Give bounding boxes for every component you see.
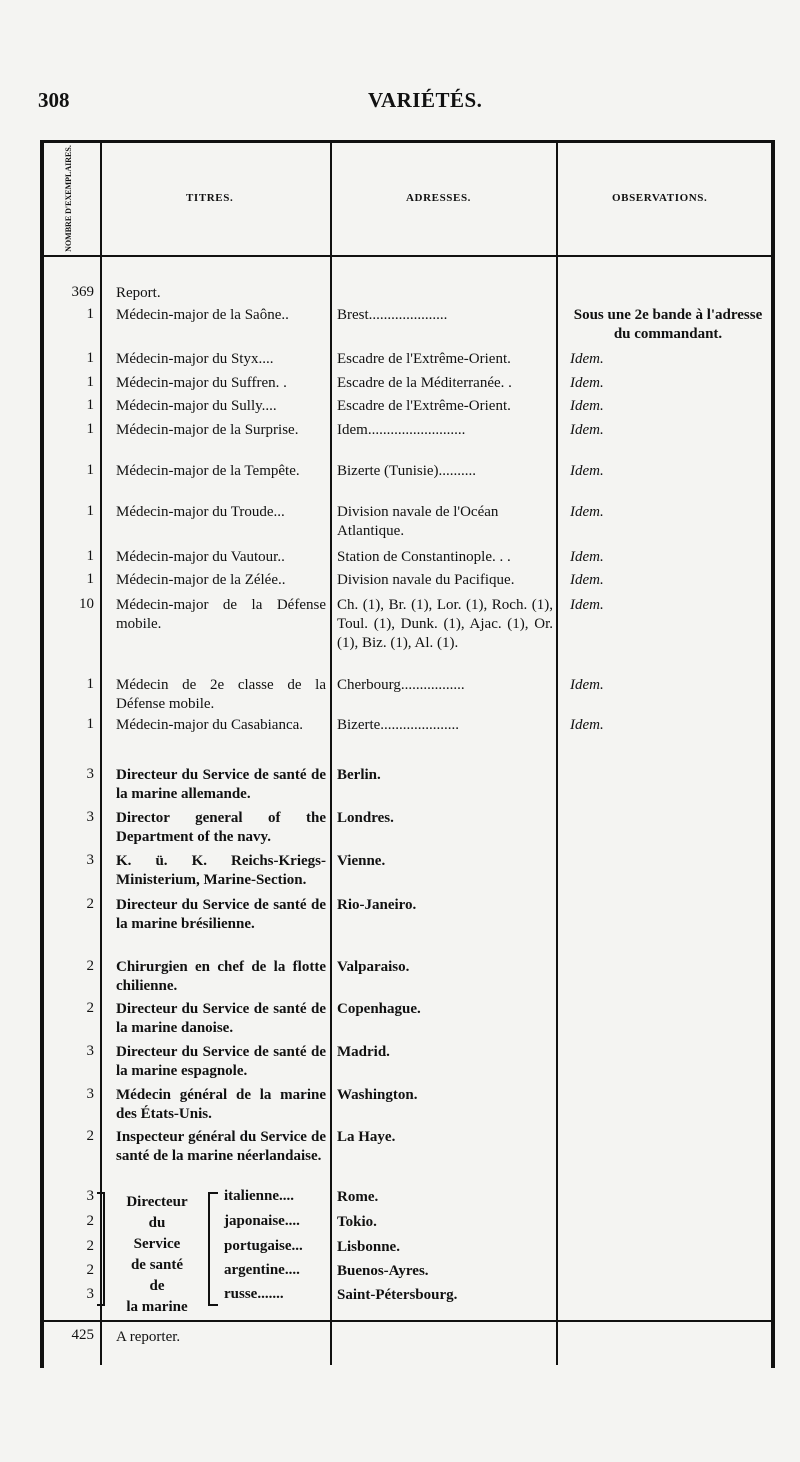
row-count: 1 — [86, 548, 94, 564]
group-row-address: Rome. — [337, 1189, 379, 1205]
row-count: 3 — [86, 852, 94, 868]
row-observation: Idem. — [570, 597, 604, 613]
group-row-count: 2 — [86, 1262, 94, 1278]
row-address: Escadre de l'Extrême-Orient. — [337, 398, 511, 414]
row-count: 1 — [86, 374, 94, 390]
row-count: 2 — [86, 1128, 94, 1144]
running-title: VARIÉTÉS. — [368, 88, 483, 112]
row-address: Cherbourg................. — [337, 677, 465, 693]
row-observation: Idem. — [570, 572, 604, 588]
group-row-label: portugaise... — [224, 1238, 303, 1254]
row-count: 1 — [86, 306, 94, 322]
row-title: Directeur du Service de santé de la marine brésilienne. — [116, 897, 326, 932]
row-observation: Idem. — [570, 463, 604, 479]
row-address: Brest..................... — [337, 307, 448, 323]
row-count: 1 — [86, 676, 94, 692]
column-divider — [330, 143, 332, 1365]
group-heading-line: la marine — [126, 1299, 188, 1315]
row-count: 369 — [71, 284, 94, 300]
group-heading-line: du — [148, 1215, 166, 1231]
row-title: Médecin général de la marine des États-Unis. — [116, 1087, 326, 1122]
row-observation: Idem. — [570, 398, 604, 414]
group-row-label: argentine.... — [224, 1262, 300, 1278]
row-address: Rio-Janeiro. — [337, 897, 417, 913]
row-address: Idem.......................... — [337, 422, 466, 438]
page-number: 308 — [38, 88, 70, 112]
column-divider — [100, 143, 102, 1365]
group-heading-line: de santé — [130, 1257, 184, 1273]
header-rule — [44, 255, 771, 257]
row-title: Médecin de 2e classe de la Défense mobile. — [116, 677, 326, 712]
row-count: 1 — [86, 716, 94, 732]
row-count: 1 — [86, 462, 94, 478]
row-title: Médecin-major du Sully.... — [116, 398, 277, 414]
row-title: Médecin-major du Casabianca. — [116, 717, 304, 733]
group-heading — [118, 1192, 196, 1318]
row-title: Médecin-major de la Tempête. — [116, 463, 300, 479]
row-address: Escadre de l'Extrême-Orient. — [337, 351, 511, 367]
column-divider — [556, 143, 558, 1365]
row-title: K. ü. K. Reichs-Kriegs-Ministerium, Marine-Section. — [116, 853, 326, 888]
row-title: Inspecteur général du Service de santé de la marine néerlandaise. — [116, 1129, 326, 1164]
row-count: 10 — [79, 596, 94, 612]
group-brace-left — [97, 1192, 105, 1306]
row-count: 1 — [86, 397, 94, 413]
row-address: Londres. — [337, 810, 394, 826]
row-observation: Idem. — [570, 375, 604, 391]
row-address: Division navale de l'Océan Atlantique. — [337, 504, 499, 539]
row-observation: Idem. — [570, 351, 604, 367]
row-observation: Idem. — [570, 717, 604, 733]
row-address: La Haye. — [337, 1129, 396, 1145]
group-heading-line: Service — [133, 1236, 181, 1252]
header-observations: OBSERVATIONS. — [612, 192, 708, 204]
row-count: 1 — [86, 421, 94, 437]
footer-count: 425 — [71, 1327, 94, 1343]
group-row-label: russe....... — [224, 1286, 284, 1302]
row-count: 1 — [86, 503, 94, 519]
row-observation: Idem. — [570, 677, 604, 693]
group-row-label: italienne.... — [224, 1188, 294, 1204]
row-count: 3 — [86, 1043, 94, 1059]
row-count: 3 — [86, 1086, 94, 1102]
footer-label: A reporter. — [116, 1329, 181, 1345]
row-title: Directeur du Service de santé de la marine espagnole. — [116, 1044, 326, 1079]
row-count: 2 — [86, 958, 94, 974]
row-address: Copenhague. — [337, 1001, 421, 1017]
header-addresses: ADRESSES. — [406, 192, 472, 204]
row-observation: Sous une 2e bande à l'adresse du commandant. — [573, 307, 763, 342]
group-row-address: Lisbonne. — [337, 1239, 400, 1255]
row-count: 2 — [86, 1000, 94, 1016]
row-title: Médecin-major de la Surprise. — [116, 422, 299, 438]
row-title: Médecin-major du Troude... — [116, 504, 285, 520]
row-address: Washington. — [337, 1087, 418, 1103]
row-title: Médecin-major de la Zélée.. — [116, 572, 286, 588]
footer-rule — [44, 1320, 771, 1322]
row-title: Directeur du Service de santé de la marine allemande. — [116, 767, 326, 802]
row-count: 3 — [86, 766, 94, 782]
row-title: Médecin-major de la Défense mobile. — [116, 597, 326, 632]
row-count: 1 — [86, 350, 94, 366]
row-observation: Idem. — [570, 422, 604, 438]
row-title: Médecin-major du Styx.... — [116, 351, 274, 367]
row-title: Médecin-major du Vautour.. — [116, 549, 285, 565]
group-row-count: 3 — [86, 1188, 94, 1204]
group-row-address: Buenos-Ayres. — [337, 1263, 429, 1279]
row-count: 2 — [86, 896, 94, 912]
row-address: Berlin. — [337, 767, 381, 783]
row-title: Chirurgien en chef de la flotte chilienne. — [116, 959, 326, 994]
row-address: Vienne. — [337, 853, 386, 869]
group-row-address: Tokio. — [337, 1214, 377, 1230]
row-title: Médecin-major de la Saône.. — [116, 307, 289, 323]
row-address: Ch. (1), Br. (1), Lor. (1), Roch. (1), Toul. (1), Dunk. (1), Ajac. (1), Or. (1), Biz. (1), Al. (1). — [337, 597, 553, 651]
header-count: NOMBRE D'EXEMPLAIRES. — [63, 144, 73, 252]
group-row-count: 2 — [86, 1213, 94, 1229]
row-address: Division navale du Pacifique. — [337, 572, 515, 588]
row-address: Valparaiso. — [337, 959, 410, 975]
row-count: 3 — [86, 809, 94, 825]
row-title: Médecin-major du Suffren. . — [116, 375, 287, 391]
header-titles: TITRES. — [186, 192, 234, 204]
row-title: Directeur du Service de santé de la marine danoise. — [116, 1001, 326, 1036]
group-brace-right — [208, 1192, 218, 1306]
row-address: Station de Constantinople. . . — [337, 549, 511, 565]
group-heading-line: Directeur — [126, 1194, 188, 1210]
group-row-label: japonaise.... — [224, 1213, 300, 1229]
row-count: 1 — [86, 571, 94, 587]
row-observation: Idem. — [570, 549, 604, 565]
row-address: Madrid. — [337, 1044, 390, 1060]
group-row-count: 2 — [86, 1238, 94, 1254]
row-title: Report. — [116, 285, 161, 301]
group-heading-line: de — [149, 1278, 165, 1294]
row-title: Director general of the Department of the navy. — [116, 810, 326, 845]
group-row-address: Saint-Pétersbourg. — [337, 1287, 458, 1303]
row-address: Bizerte (Tunisie).......... — [337, 463, 477, 479]
row-observation: Idem. — [570, 504, 604, 520]
row-address: Escadre de la Méditerranée. . — [337, 375, 512, 391]
row-address: Bizerte..................... — [337, 717, 460, 733]
group-row-count: 3 — [86, 1286, 94, 1302]
